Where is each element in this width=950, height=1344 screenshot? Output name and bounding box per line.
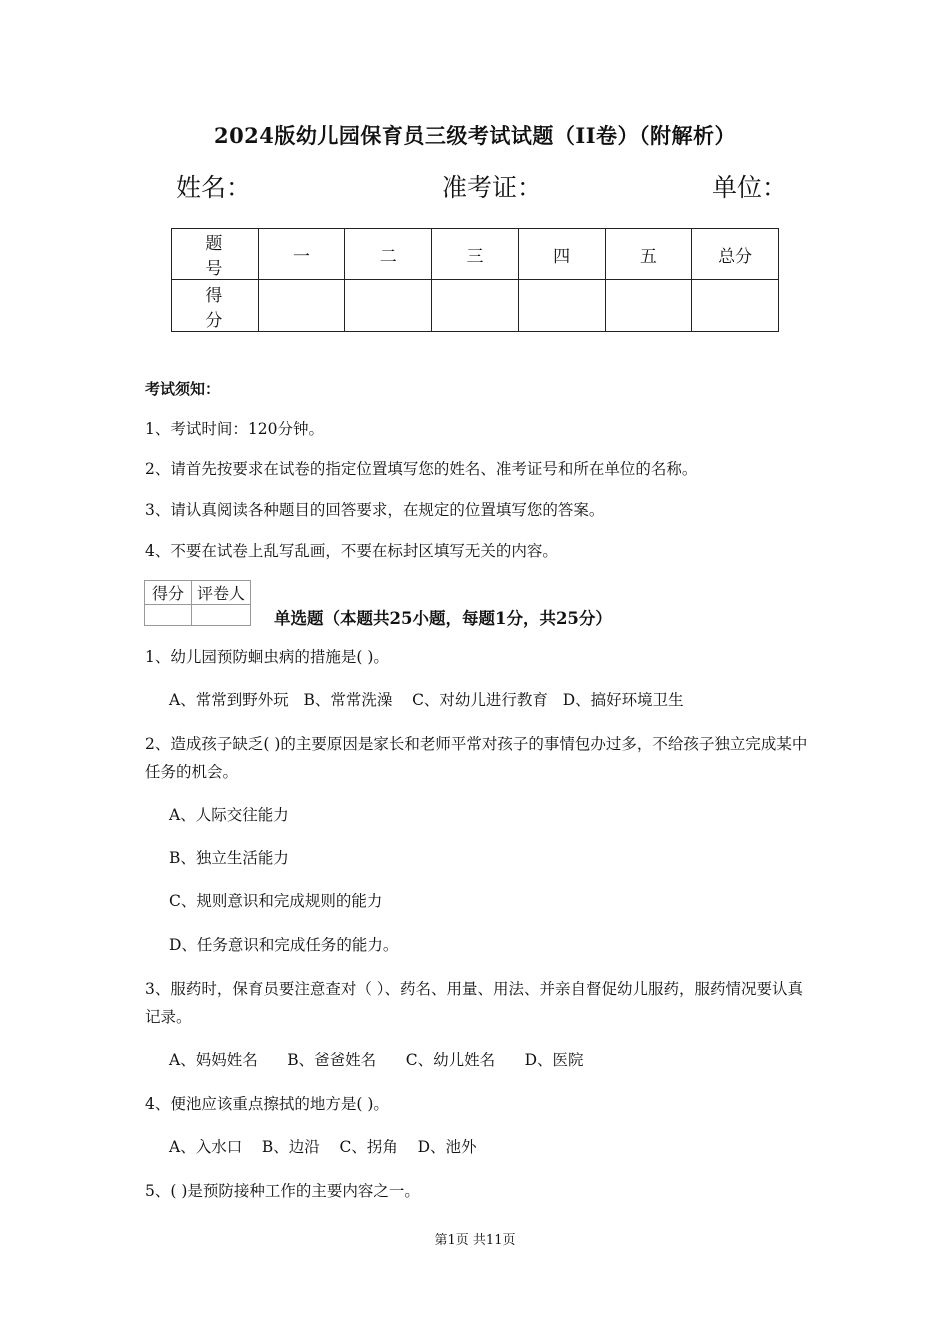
- document-title: 2024版幼儿园保育员三级考试试题（II卷）（附解析）: [213, 123, 737, 148]
- score-cell-total: [692, 280, 779, 332]
- score-cell-4: [518, 280, 605, 332]
- question-4-options: A、入水口 B、边沿 C、拐角 D、池外: [169, 1138, 477, 1156]
- section-heading: 单选题（本题共25小题，每题1分，共25分）: [274, 609, 612, 628]
- score-cell-1: [258, 280, 345, 332]
- column-total: 总分: [692, 229, 779, 280]
- question-1-stem: 1、幼儿园预防蛔虫病的措施是( )。: [145, 648, 389, 666]
- column-3: 三: [432, 229, 519, 280]
- column-4: 四: [518, 229, 605, 280]
- grader-name-cell: [192, 605, 251, 626]
- score-cell-2: [345, 280, 432, 332]
- question-2-option-c: C、规则意识和完成规则的能力: [169, 892, 383, 910]
- grader-name-label: 评卷人: [192, 581, 251, 605]
- column-5: 五: [605, 229, 692, 280]
- notice-item-4: 4、不要在试卷上乱写乱画，不要在标封区填写无关的内容。: [145, 542, 558, 560]
- score-cell-5: [605, 280, 692, 332]
- notice-item-2: 2、请首先按要求在试卷的指定位置填写您的姓名、准考证号和所在单位的名称。: [145, 460, 698, 478]
- name-label: 姓名：: [176, 173, 252, 202]
- question-3-stem: 3、服药时，保育员要注意查对（ ）、药名、用量、用法、并亲自督促幼儿服药，服药情况要认真记录。: [145, 980, 804, 1026]
- notice-item-1: 1、考试时间：120分钟。: [145, 420, 324, 438]
- question-number-label: 题 号: [172, 229, 259, 280]
- page-footer: 第1页 共11页: [434, 1233, 516, 1248]
- grader-score-label: 得分: [145, 581, 192, 605]
- column-1: 一: [258, 229, 345, 280]
- question-2-option-a: A、人际交往能力: [169, 806, 289, 824]
- question-2-stem: 2、造成孩子缺乏( )的主要原因是家长和老师平常对孩子的事情包办过多，不给孩子独立完成某中任务的机会。: [145, 735, 808, 781]
- score-table-score-row: [172, 280, 779, 332]
- score-row-label: 得 分: [172, 280, 259, 332]
- score-table-header-row: [172, 229, 779, 280]
- question-5-stem: 5、( )是预防接种工作的主要内容之一。: [145, 1182, 420, 1200]
- exam-id-label: 准考证：: [442, 173, 543, 202]
- question-4-stem: 4、便池应该重点擦拭的地方是( )。: [145, 1095, 389, 1113]
- unit-label: 单位：: [712, 173, 788, 202]
- notice-heading: 考试须知：: [145, 380, 221, 398]
- notice-item-3: 3、请认真阅读各种题目的回答要求，在规定的位置填写您的答案。: [145, 501, 605, 519]
- score-cell-3: [432, 280, 519, 332]
- score-table: [171, 228, 779, 332]
- grader-score-cell: [145, 605, 192, 626]
- grader-box: [144, 580, 251, 626]
- question-3-options: A、妈妈姓名 B、爸爸姓名 C、幼儿姓名 D、医院: [169, 1051, 584, 1069]
- question-1-options: A、常常到野外玩 B、常常洗澡 C、对幼儿进行教育 D、搞好环境卫生: [169, 691, 684, 709]
- question-2-option-b: B、独立生活能力: [169, 849, 289, 867]
- column-2: 二: [345, 229, 432, 280]
- question-2-option-d: D、任务意识和完成任务的能力。: [169, 936, 399, 954]
